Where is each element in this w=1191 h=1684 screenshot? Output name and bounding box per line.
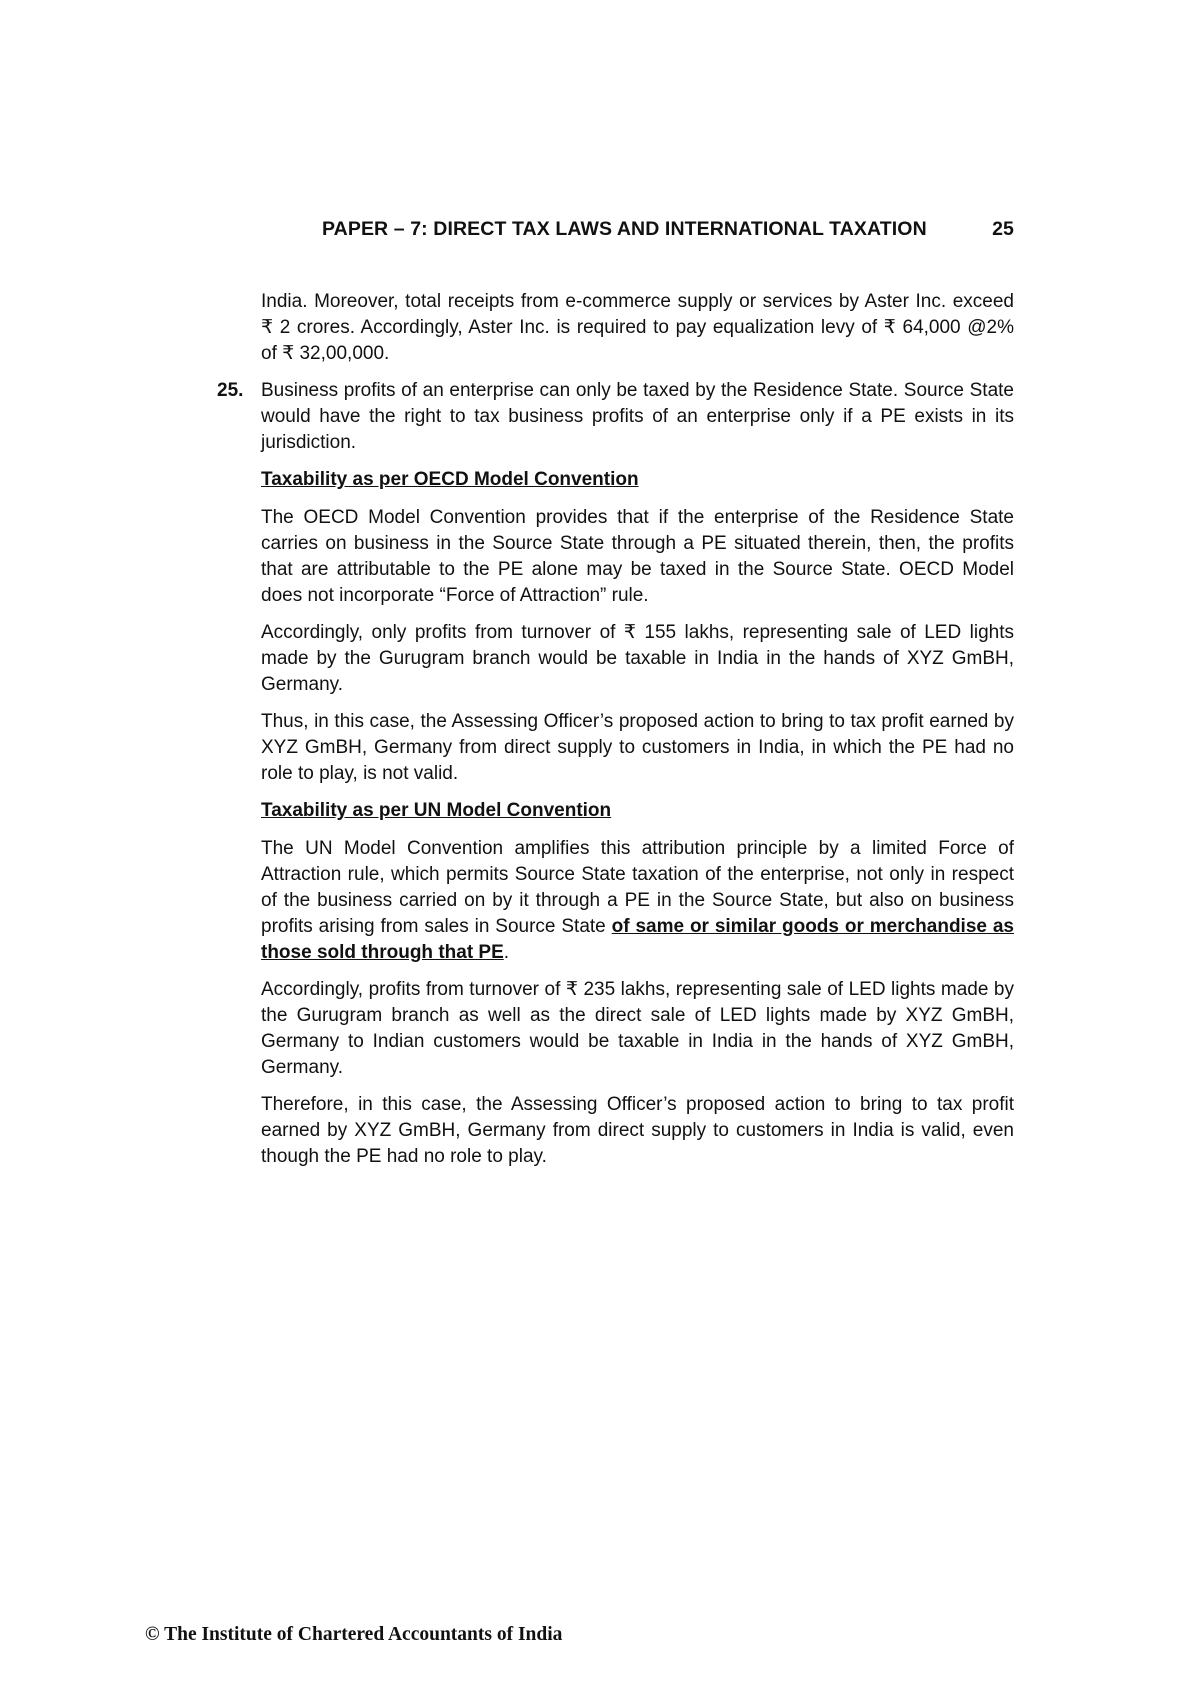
un-heading: Taxability as per UN Model Convention [261, 800, 612, 821]
un-paragraph-1-text: The UN Model Convention amplifies this attribution principle by a limited Force of Attraction rule, which permits Source State taxation of the enterprise, not only in respect of the business carried on by it through a PE in the Source State, but also on business profits arising from sales in Source State [261, 838, 1014, 937]
oecd-paragraph-1: The OECD Model Convention provides that if the enterprise of the Residence State carries on business in the Source State through a PE situated therein, then, the profits that are attributable to the PE alone may be taxed in the Source State. OECD Model does not incorporate “Force of Attraction” rule. [261, 507, 1014, 606]
intro-paragraph: Business profits of an enterprise can only be taxed by the Residence State. Source State would have the right to tax business profits of an enterprise only if a PE exists in its jurisdiction. [261, 380, 1014, 453]
un-paragraph-1 [261, 836, 1014, 966]
un-paragraph-2: Accordingly, profits from turnover of ₹ 235 lakhs, representing sale of LED lights made by the Gurugram branch as well as the direct sale of LED lights made by XYZ GmBH, Germany to Indian customers would be taxable in India in the hands of XYZ GmBH, Germany. [261, 979, 1014, 1078]
un-paragraph-3: Therefore, in this case, the Assessing Officer’s proposed action to bring to tax profit earned by XYZ GmBH, Germany from direct supply to customers in India is valid, even though the PE had no role to play. [261, 1094, 1014, 1167]
header-title: PAPER – 7: DIRECT TAX LAWS AND INTERNATIONAL TAXATION [322, 218, 927, 240]
page-body [217, 289, 1014, 1170]
page-number: 25 [992, 218, 1014, 240]
un-paragraph-1-emphasis: of same or similar goods or merchandise as those sold through that PE [261, 916, 1014, 963]
oecd-paragraph-2: Accordingly, only profits from turnover of ₹ 155 lakhs, representing sale of LED lights made by the Gurugram branch would be taxable in India in the hands of XYZ GmBH, Germany. [261, 622, 1014, 695]
footer-copyright: © The Institute of Chartered Accountants of India [145, 1624, 563, 1645]
oecd-heading: Taxability as per OECD Model Convention [261, 469, 639, 490]
un-paragraph-1-end: . [503, 942, 510, 963]
question-25 [217, 378, 1014, 1170]
page-header [322, 218, 1014, 248]
oecd-paragraph-3: Thus, in this case, the Assessing Officer’s proposed action to bring to tax profit earned by XYZ GmBH, Germany from direct supply to customers in India, in which the PE had no role to play, is not valid. [261, 711, 1014, 784]
continuation-paragraph: India. Moreover, total receipts from e-commerce supply or services by Aster Inc. exceed ₹ 2 crores. Accordingly, Aster Inc. is required to pay equalization levy of ₹ 64,000 @2% of ₹ 32,00,000. [261, 291, 1014, 364]
question-number: 25. [217, 380, 244, 401]
